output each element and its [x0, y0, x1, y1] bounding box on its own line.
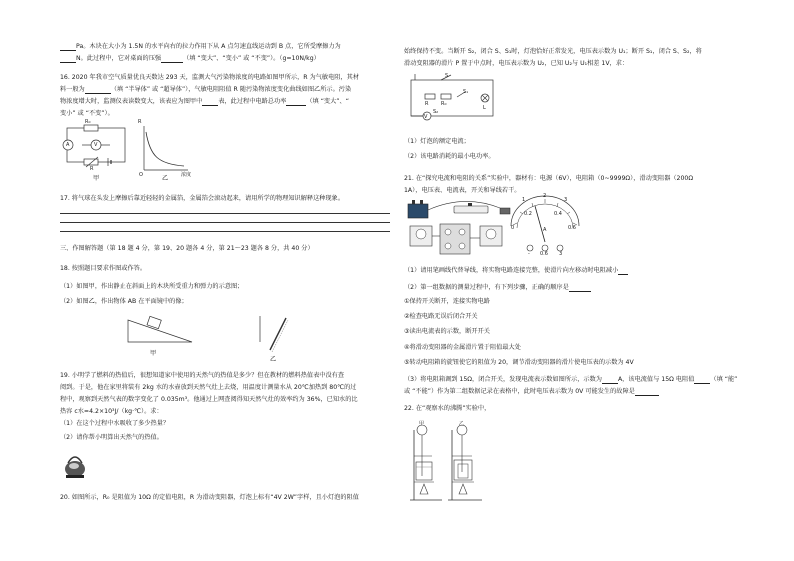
q16-line-4: 变小” 或 “不变”）。 [60, 110, 114, 117]
q18-incline-diagram [126, 312, 196, 346]
fig16-axis-y-label: R [138, 119, 142, 125]
fig20-l-label: L [483, 105, 486, 111]
step-1: ①保持开关断开，连接实物电路 [404, 298, 490, 305]
q19-line-3: 程中，观察到天然气表的数字变化了 0.035m³。他通过上网查阅得知天然气灶的效率约为 36%，已知水的比 [60, 396, 358, 403]
meter-tick-0-2: 0.2 [524, 211, 532, 217]
beaker-icon [416, 462, 432, 480]
q19-2-text: （2）请你帮小明算出天然气的热值。 [60, 434, 163, 441]
fig16-axis-x-label: 浓度 [181, 172, 192, 178]
fig16-r-label: R [90, 166, 94, 172]
fig18-yi-label: 乙 [270, 356, 277, 363]
fig20-r-label: R [425, 101, 429, 107]
q18-text: 18. 按照题目要求作图或作答。 [60, 265, 147, 272]
fig16-origin-label: O [139, 172, 143, 178]
fig16-v-label: V [94, 142, 98, 148]
q21-2-text: （2）第一组数据的测量过程中，有下列步骤，正确的顺序是 [404, 284, 591, 292]
fig20-r0-label: R₀ [441, 101, 447, 107]
q21-3-line-2: 或 “不能”）作为第二组数据记录在表格中，此时电压表示数为 0V 可能发生的故障是 [404, 388, 659, 396]
left-line-1: Pa。木块在大小为 1.5N 的水平向右的拉力作用下从 A 点匀速直线运动到 B 点，它所受摩擦力为 [60, 43, 341, 51]
terminal-label-0-6: 0.6 [540, 251, 548, 257]
q19-line-2: 阅到。于是，他在家里将装有 2kg 水的水壶放到天然气灶上去烧，用温度计测量水从 20℃加热到 80℃的过 [60, 384, 357, 391]
fig18-jia-label: 甲 [150, 350, 157, 357]
terminal-label-neg: - [528, 251, 530, 257]
meter-tick-0-6: 0.6 [568, 225, 576, 231]
right-line-1: 始终保持不变。当断开 S₂，闭合 S、S₁时，灯泡恰好正常发光，电压表示数为 U₁；断开 S₁，闭合 S、S₂，将 [404, 48, 702, 55]
fig20-s-label: S [445, 73, 449, 79]
q19-1-text: （1）在这个过程中水吸收了多少热量？ [60, 420, 170, 427]
q16-line-2: 料一般为 （填 “半导体” 或 “超导体”），气敏电阻阻值 R 随污染物浓度变化曲线如图乙所示。污染 [60, 86, 352, 93]
q21-3-line-1: （3）将电阻箱调到 15Ω，闭合开关，发现电流表示数如图所示，示数为 A，该电流值与 15Ω 电阻值 （填 “能” [404, 376, 738, 383]
ammeter-needle [535, 206, 545, 242]
step-3: ③读出电流表的示数，断开开关 [404, 328, 490, 335]
meter-tick-0: 0 [511, 225, 515, 231]
fig20-s1-label: S₁ [463, 89, 469, 95]
battery-box [408, 204, 428, 218]
q18-mirror-diagram [252, 310, 292, 356]
q17-text: 17. 将气球在头发上摩擦后靠近轻轻的金属箔，金属箔会滚动起来，请用所学的物理知识解释这种现象。 [60, 195, 345, 202]
answer-line-3 [60, 231, 390, 232]
q16-resistance-curve [140, 122, 190, 174]
q16-line-3: 物浓度增大时，监测仪表读数变大，该表应为图甲中 表，此过程中电路总功率 （填 “变大”、“ [60, 98, 349, 105]
q21-1-text: （1）请用笔画线代替导线，将实物电路连接完整，使滑片向左移动时电阻减小 [404, 267, 628, 275]
q21-line-1: 21. 在“探究电流和电阻的关系”实验中，器材有：电源（6V），电阻箱（0~9999Ω），滑动变阻器（200Ω [404, 175, 694, 182]
meter-tick-big-1: 1 [522, 197, 526, 203]
answer-line-1 [60, 213, 390, 214]
r0-resistor [441, 94, 451, 99]
right-line-2: 滑动变阻器的滑片 P 置于中点时，电压表示数为 U₂，已知 U₂与 U₁相差 1V，求： [404, 60, 629, 67]
left-line-2: N。此过程中，它对桌面的压强 （填 “变大”、“变小” 或 “不变”）。（g=10N/kg） [60, 55, 320, 63]
meter-tick-big-2: 2 [543, 193, 547, 199]
fig16-a-label: A [66, 142, 70, 148]
q18-2-text: （2）如图乙，作出物体 AB 在平面镜中的像； [60, 298, 188, 305]
meter-unit-a: A [543, 227, 547, 233]
meter-tick-big-3: 3 [564, 197, 568, 203]
q22-text: 22. 在“观察水的沸腾”实验中， [404, 405, 491, 412]
q22-boiling-apparatus [408, 420, 488, 502]
q21-line-2: 1A），电压表、电流表，开关和导线若干。 [404, 187, 521, 194]
wooden-block [147, 316, 161, 328]
fig20-v-label: V [424, 114, 428, 120]
step-2: ②检查电路无误后闭合开关 [404, 313, 478, 320]
section-3-heading: 三、作图解答题（第 18 题 4 分，第 19、20 题各 4 分，第 21～23 题各 8 分，共 40 分） [60, 245, 314, 252]
fig20-s2-label: S₂ [433, 109, 439, 115]
plane-mirror [270, 318, 286, 350]
q18-1-text: （1）如图甲，作出静止在斜面上的木块所受重力和弹力的示意图； [60, 283, 244, 290]
resistance-box [440, 224, 470, 254]
fig22-jia-label: 甲 [419, 421, 425, 427]
kettle-icon [62, 451, 88, 479]
q16-line-1: 16. 2020 年我市空气质量优良天数达 293 天，监测大气污染物浓度的电路如图甲所示，R 为气敏电阻，其材 [60, 74, 360, 81]
fig16-jia-label: 甲 [93, 175, 100, 182]
fig22-yi-label: 乙 [459, 421, 465, 427]
q19-line-4: 热容 c水=4.2×10³J/（kg·℃）。求： [60, 408, 163, 415]
terminal-label-3: 3 [559, 251, 563, 257]
q21-apparatus-diagram [404, 196, 516, 260]
meter-tick-0-4: 0.4 [554, 211, 562, 217]
step-5: ⑤转动电阻箱的旋钮使它的阻值为 20，调节滑动变阻器的滑片使电压表的示数为 4V [404, 359, 634, 366]
q20-text: 20. 如图所示，R₀ 是阻值为 10Ω 的定值电阻，R 为滑动变阻器，灯泡上标有“4V 2W”字样，且小灯泡的阻值 [60, 494, 359, 501]
rheostat [454, 206, 488, 213]
fig16-yi-label: 乙 [162, 175, 169, 182]
q20-1-text: （1）灯泡的额定电流； [404, 138, 470, 145]
burner-icon [420, 484, 428, 494]
r-rheostat [425, 94, 435, 99]
step-4: ④将滑动变阻器的金属滑片置于阻值最大处 [404, 344, 521, 351]
answer-line-2 [60, 222, 390, 223]
q19-line-1: 19. 小明学了燃料的热值后，很想知道家中使用的天然气的热值是多少？但在教材的燃料热值表中没有查 [60, 372, 345, 379]
q20-2-text: （2）该电路消耗的最小电功率。 [404, 153, 495, 160]
q20-circuit-diagram [405, 72, 505, 126]
fig16-r0-label: R₀ [85, 119, 91, 125]
